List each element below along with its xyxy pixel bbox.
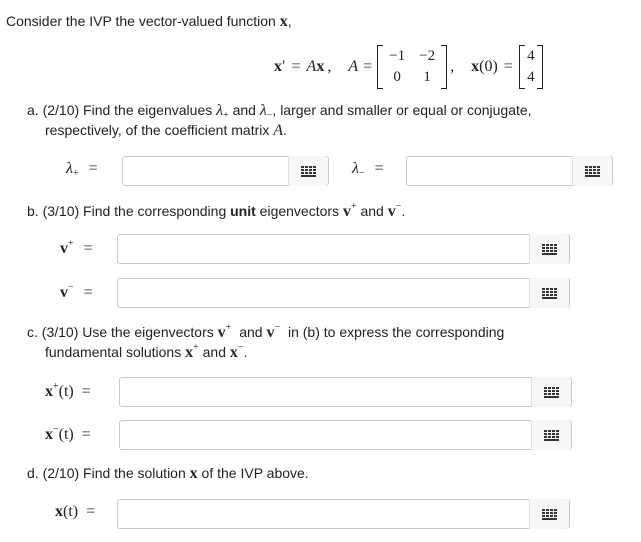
x-plus-label: x+(t) = — [45, 381, 91, 400]
intro-label: Consider the IVP the vector-valued function — [6, 13, 276, 29]
lambda-minus-label: $\lambda_-$ = — [352, 160, 384, 179]
x-plus-input[interactable] — [119, 377, 572, 407]
eq-rhs: Ax — [306, 58, 325, 75]
x-t-palette-button[interactable] — [529, 499, 569, 529]
matrix-A-cell: 0 — [393, 69, 401, 85]
matrix-A-cell: −2 — [419, 48, 436, 64]
lambda-minus-palette-button[interactable] — [572, 156, 612, 186]
ivp-equation — [274, 44, 543, 90]
lambda-plus-palette-button[interactable] — [288, 156, 328, 186]
v-minus-input[interactable] — [117, 278, 570, 308]
v-plus-input[interactable] — [117, 234, 570, 264]
matrix-palette-icon — [542, 509, 557, 520]
intro-punct: , — [287, 13, 292, 29]
v-minus-palette-button[interactable] — [529, 278, 569, 308]
lambda-plus-label: $\lambda_+$ = — [66, 160, 98, 179]
eq-comma-2: , — [450, 58, 455, 75]
matrix-A-cell: −1 — [389, 48, 406, 64]
matrix-palette-icon — [544, 387, 559, 398]
part-c-line1: c. (3/10) Use the eigenvectors v+ and v− in (b) to express the corresponding — [27, 322, 505, 341]
eq-sign-2: = — [363, 58, 373, 75]
x-plus-palette-button[interactable] — [531, 377, 571, 407]
v-plus-label: v+ = — [60, 238, 93, 257]
v-plus-palette-button[interactable] — [529, 234, 569, 264]
part-a-line2: respectively, of the coefficient matrix A. — [45, 122, 287, 139]
matrix-palette-icon — [301, 166, 316, 177]
x-minus-input[interactable] — [119, 420, 572, 450]
matrix-A-cell: 1 — [423, 69, 431, 85]
x-minus-palette-button[interactable] — [531, 420, 571, 450]
vector-x0-cell: 4 — [527, 48, 535, 64]
x-minus-label: x−(t) = — [45, 424, 91, 443]
matrix-palette-icon — [542, 244, 557, 255]
eq-sign-3: = — [503, 58, 513, 75]
eq-lhs: x′ — [274, 58, 286, 75]
matrix-A-label: A — [348, 58, 359, 75]
eq-comma-1: , — [327, 58, 332, 75]
part-a-line1: a. (2/10) Find the eigenvalues $\lambda_+$ and $\lambda_-$, larger and smaller or equal or conjugate, — [27, 102, 532, 121]
x0-label: x(0) — [471, 58, 498, 75]
eq-sign-1: = — [291, 58, 301, 75]
vector-x0-cell: 4 — [527, 69, 535, 85]
vector-x0 — [519, 45, 543, 89]
matrix-A — [377, 45, 447, 89]
matrix-palette-icon — [544, 430, 559, 441]
v-minus-label: v− = — [60, 282, 93, 301]
matrix-palette-icon — [585, 166, 600, 177]
intro-x: x — [279, 13, 288, 30]
matrix-palette-icon — [542, 288, 557, 299]
x-t-input[interactable] — [117, 499, 570, 529]
x-t-label: x(t) = — [55, 503, 96, 520]
part-d-text: d. (2/10) Find the solution x of the IVP above. — [27, 465, 309, 482]
part-c-line2: fundamental solutions x+ and x−. — [45, 342, 248, 361]
intro-text — [6, 13, 292, 31]
part-b-text: b. (3/10) Find the corresponding unit eigenvectors v+ and v−. — [27, 201, 406, 220]
